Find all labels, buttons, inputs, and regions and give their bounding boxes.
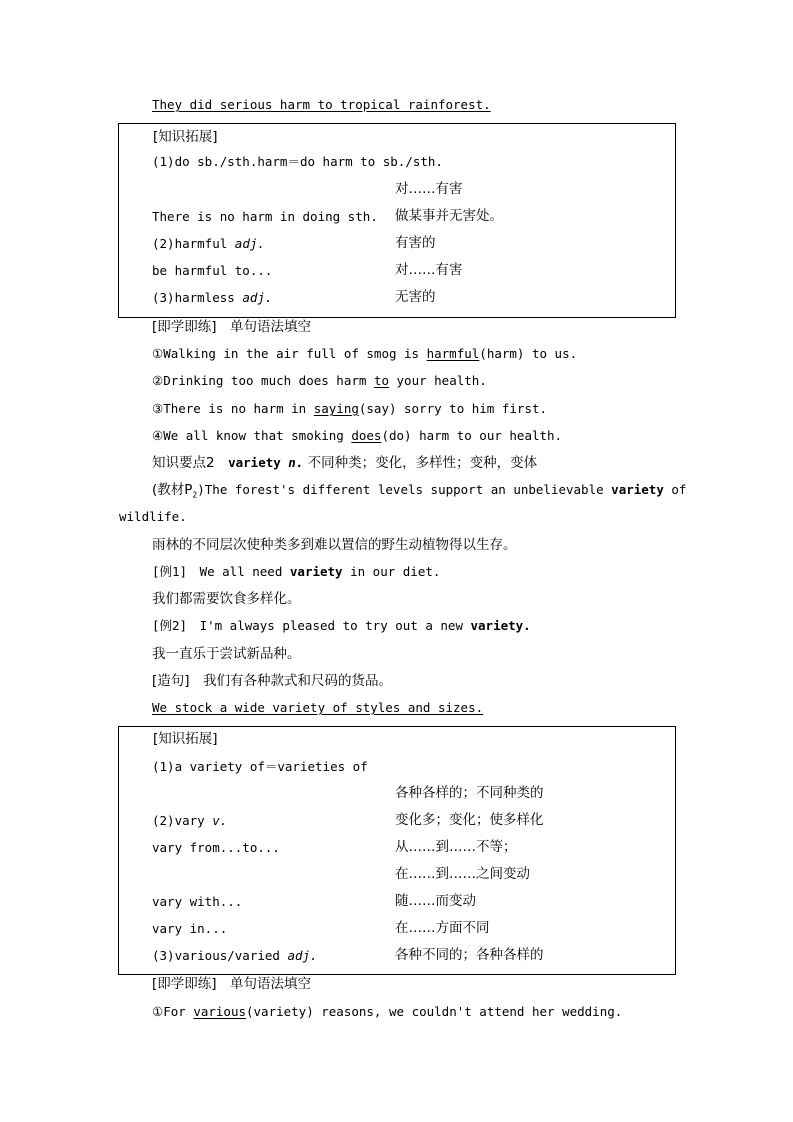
box-line-cn: 从……到……不等； [395, 839, 517, 855]
exercise-title: [即学即练] 单句语法填空 [152, 976, 312, 992]
box-line-cn: 随……而变动 [395, 893, 476, 909]
knowledge-expansion-box-2 [118, 726, 676, 975]
exercise-item: ①Walking in the air full of smog is harmful(harm) to us. [152, 346, 578, 361]
box-line-cn: 对……有害 [395, 262, 463, 278]
textbook-sentence: (教材$P_2)The$ forest's different levels support an unbelievable variety of [152, 482, 687, 500]
example-2-translation: 我一直乐于尝试新品种。 [152, 646, 301, 662]
example-1: [例1] We all need variety in our diet. [152, 564, 441, 579]
make-sentence-answer: We stock a wide variety of styles and sizes. [152, 700, 484, 715]
box-line: (1)a variety of＝varieties of [152, 759, 368, 774]
box-line: (3)various/varied adj. [152, 948, 318, 963]
box-line-cn: 无害的 [395, 289, 436, 305]
knowledge-expansion-box-1 [118, 123, 676, 318]
box-line-cn: 在……方面不同 [395, 920, 490, 936]
textbook-translation: 雨林的不同层次使种类多到难以置信的野生动植物得以生存。 [152, 537, 517, 553]
box-line: vary in... [152, 921, 228, 936]
box-line: (1)do sb./sth.harm＝do harm to sb./sth. [152, 154, 443, 169]
box-line-cn: 有害的 [395, 235, 436, 251]
box-line-cn: 在……到……之间变动 [395, 866, 530, 882]
box-line: vary with... [152, 894, 243, 909]
exercise-item: ③There is no harm in saying(say) sorry to him first. [152, 401, 548, 416]
exercise-item: ②Drinking too much does harm to your health. [152, 373, 487, 388]
box-title: [知识拓展] [153, 731, 218, 747]
box-line: be harmful to... [152, 263, 273, 278]
box-line: (3)harmless adj. [152, 290, 273, 305]
box-line: There is no harm in doing sth. [152, 209, 378, 224]
exercise-item: ④We all know that smoking does(do) harm to our health. [152, 428, 563, 443]
box-line: (2)harmful adj. [152, 236, 265, 251]
example-1-translation: 我们都需要饮食多样化。 [152, 591, 301, 607]
box-title: [知识拓展] [153, 129, 218, 145]
example-sentence: They did serious harm to tropical rainforest. [152, 97, 491, 112]
box-line: vary from...to... [152, 840, 280, 855]
example-2: [例2] I'm always pleased to try out a new variety. [152, 618, 531, 633]
make-sentence-prompt: [造句] 我们有各种款式和尺码的货品。 [152, 673, 393, 689]
box-line: (2)vary v. [152, 813, 228, 828]
exercise-item: ①For various(variety) reasons, we couldn't attend her wedding. [152, 1004, 623, 1019]
key-point-heading: 知识要点2 variety n. 不同种类；变化，多样性；变种，变体 [152, 455, 538, 471]
box-line-cn: 变化多；变化；使多样化 [395, 812, 544, 828]
box-line-cn: 做某事并无害处。 [395, 208, 503, 224]
exercise-title: [即学即练] 单句语法填空 [152, 319, 312, 335]
box-line-cn: 各种不同的；各种各样的 [395, 947, 544, 963]
box-line-cn: 对……有害 [395, 181, 463, 197]
box-line-cn: 各种各样的；不同种类的 [395, 785, 544, 801]
textbook-sentence-wrap: wildlife. [119, 509, 187, 524]
